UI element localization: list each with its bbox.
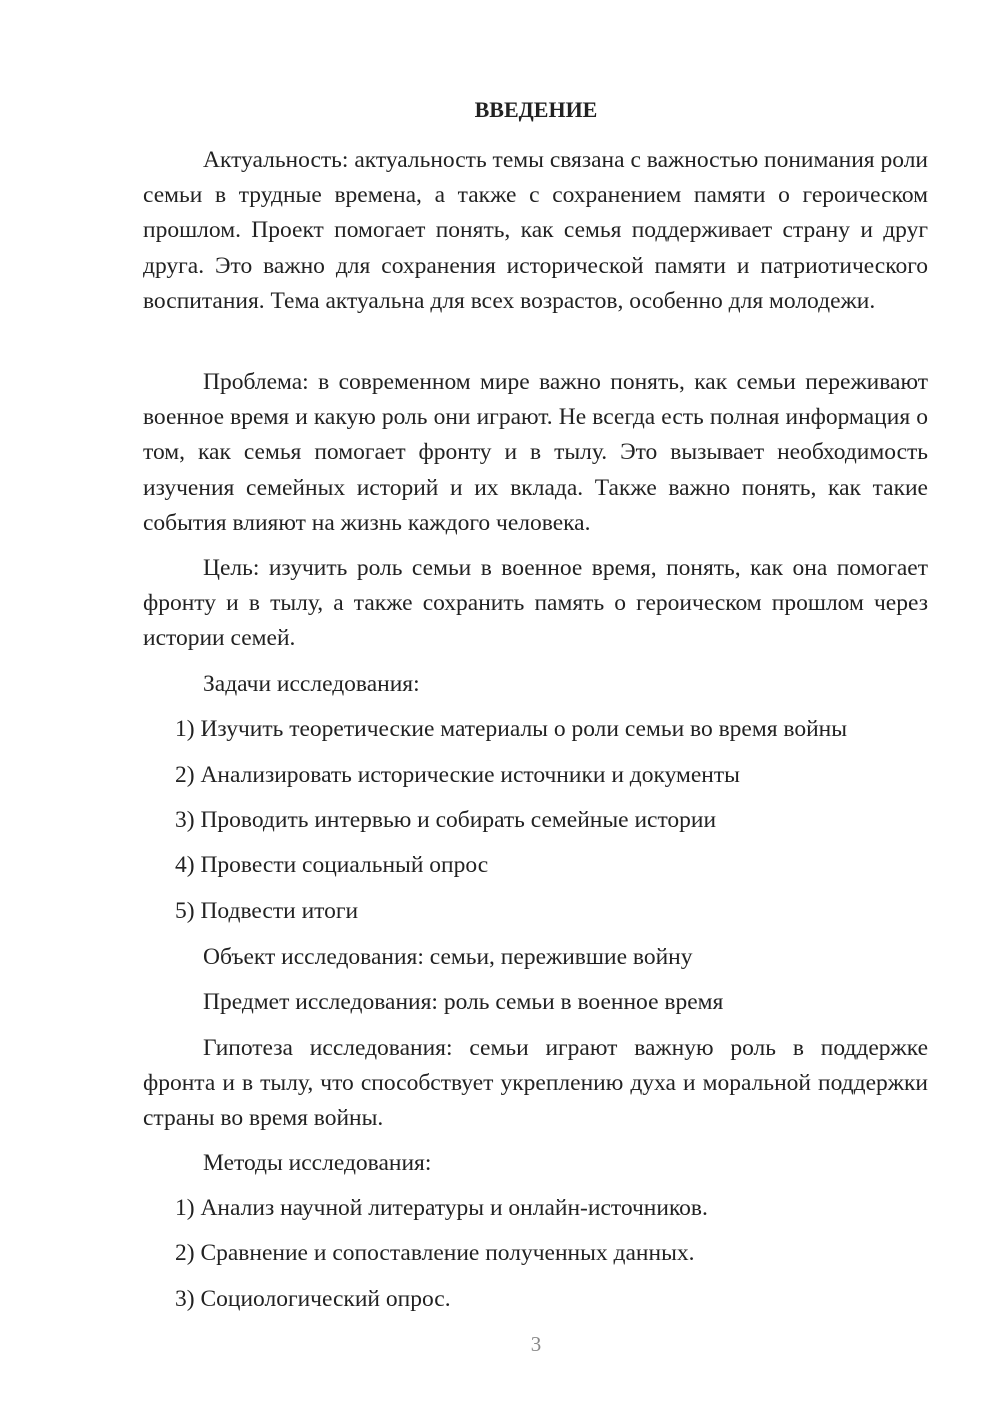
methods-heading: Методы исследования: xyxy=(203,1150,432,1176)
tasks-heading: Задачи исследования: xyxy=(203,671,420,697)
method-item: 1) Анализ научной литературы и онлайн-источников. xyxy=(175,1195,708,1221)
object-paragraph: Объект исследования: семьи, пережившие войну xyxy=(203,944,693,970)
task-item: 4) Провести социальный опрос xyxy=(175,852,489,878)
relevance-paragraph: Актуальность: актуальность темы связана с важностью понимания роли семьи в трудные времена, а также с сохранением памяти о героическом прошлом. Проект помогает понять, как семья поддерживает страну и друг друга. Это важно для сохранения исторической памяти и патриотического воспитания. Тема актуальна для всех возрастов, особенно для молодежи. xyxy=(143,147,928,314)
page-title: ВВЕДЕНИЕ xyxy=(474,97,598,122)
method-item: 3) Социологический опрос. xyxy=(175,1286,451,1312)
problem-paragraph: Проблема: в современном мире важно понять, как семьи переживают военное время и какую роль они играют. Не всегда есть полная информация о том, как семья помогает фронту и в тылу. Это вызывает необходимость изучения семейных историй и их вклада. Также важно понять, как такие события влияют на жизнь каждого человека. xyxy=(143,369,928,536)
hypothesis-paragraph: Гипотеза исследования: семьи играют важную роль в поддержке фронта и в тылу, что способствует укреплению духа и моральной поддержки страны во время войны. xyxy=(143,1035,928,1132)
task-item: 2) Анализировать исторические источники и документы xyxy=(175,762,740,788)
subject-paragraph: Предмет исследования: роль семьи в военное время xyxy=(203,989,724,1015)
task-item: 5) Подвести итоги xyxy=(175,898,359,924)
task-item: 1) Изучить теоретические материалы о роли семьи во время войны xyxy=(175,716,848,742)
page-number: 3 xyxy=(530,1332,542,1356)
goal-paragraph: Цель: изучить роль семьи в военное время, понять, как она помогает фронту и в тылу, а также сохранить память о героическом прошлом через истории семей. xyxy=(143,555,928,652)
task-item: 3) Проводить интервью и собирать семейные истории xyxy=(175,807,717,833)
method-item: 2) Сравнение и сопоставление полученных данных. xyxy=(175,1240,695,1266)
